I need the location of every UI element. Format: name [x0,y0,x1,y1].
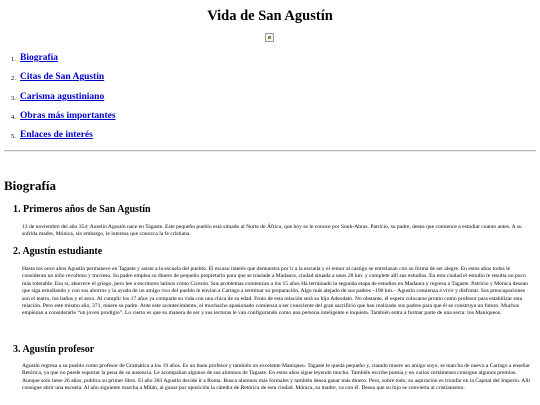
subsection-heading-estudiante: 2. Agustín estudiante [13,246,103,257]
toc-number: 3. [11,95,16,102]
toc-number: 1. [11,56,16,63]
toc-link-biografia[interactable]: Biografía [20,53,58,63]
section-heading-biografia: Biografía [4,178,56,193]
page-title: Vida de San Agustín [207,8,333,24]
toc-link-citas[interactable]: Citas de San Agustín [20,72,105,82]
toc-number: 2. [11,75,16,82]
toc-number: 4. [11,114,16,121]
toc-link-carisma[interactable]: Carisma agustiniano [20,92,105,102]
subsection-text-primeros-anos: 13 de noviembre del año 354: Aurelio Agustín nace en Tagaste. Este pequeño pueblo está situado al Norte de África, que hoy se le conoce por Souk-Ahras. Patricio, su padre, desea que comience a estudiar cuanto antes. A su sufrida madre, Mónica, sin embargo, le interesa que conozca la fe cristiana. [22,224,522,238]
subsection-heading-profesor: 3. Agustín profesor [13,344,95,355]
subsection-text-profesor: Agustín regresa a su pueblo como profesor de Gramática a los 19 años. Es un buen profesor y también un excelente Maniqueo. Tagaste le queda pequeño y, cuando muere un amigo suyo, se marcha de nuevo a Cartago a enseñar Retórica, ya que no puede soportar la pena de su ausencia. Le acompañan algunos de sus alumnos de Tagaste. En estos años sigue leyendo mucho. También escribe poesía y en varios certámenes consigue algunos premios. Aunque solo tiene 26 años, publica su primer libro. El año 383 Agustín decide ir a Roma. Busca alumnos más formales y también desea ganar más dinero. Pero, sobre todo, su aspiración es triunfar en la Capital del Imperio. Allí consigue abrir una escuela. Al año siguiente marcha a Milán, al ganar por oposición la cátedra de Retórica de esta ciudad. Mónica, su madre, va con él. Desea que su hijo se convierta al cristianismo. [22,363,530,392]
subsection-text-estudiante: Hasta los once años Agustín permanece en Tagaste y asiste a la escuela del pueblo. El escaso interés que demuestra por ir a la escuela y el temor al castigo se entrelazan con su forma de ser alegre. En estos años todos le consideran un niño revoltoso y travieso. Su padre emplea su dinero de pequeño propietario para que se traslade a Madaura, ciudad situada a unos 28 km. y complete allí sus estudios. En esta ciudad el estudio le resulta un poco más tolerable. Eso sí, aborrece el griego, pero lee a escritores latinos como Cicerón. Sus problemas comienzan a los 15 años Ha terminado la segunda etapa de estudios en Madaura y regresa a Tagaste. Patricio y Mónica desean que siga estudiando y con sus ahorros y la ayuda de un amigo rico del pueblo le envían a Cartago a terminar su preparación. Algo más alejado de sus padres –190 km.– Agustín comienza a vivir y disfrutar. Sus preocupaciones son el teatro, los baños y el sexo. Al cumplir los 17 años ya comparte su vida con una chica de su edad. Fruto de esta relación será su hijo Adeodato. No obstante, él espera colocarse pronto como profesor para estabilizar esta relación. Pero este mismo año, 371, muere su padre. Ante este acontecimiento, el muchacho apasionado comienza a ser consciente del gran sacrificio que han realizado sus padres para que él se construya un futuro. Muchos empiezan a considerarle “un joven prodigio”. Lo cierto es que su manera de ser y sus lecturas le van configurando como una persona inteligente e inquieta. También entra a formar parte de una secta: los Maniqueos. [22,266,528,317]
toc-link-obras[interactable]: Obras más importantes [20,111,116,121]
toc-number: 5. [11,133,16,140]
subsection-heading-primeros-anos: 1. Primeros años de San Agustín [13,204,151,215]
horizontal-divider [4,150,536,152]
toc-link-enlaces[interactable]: Enlaces de interés [20,130,93,140]
broken-image-icon [265,33,274,42]
